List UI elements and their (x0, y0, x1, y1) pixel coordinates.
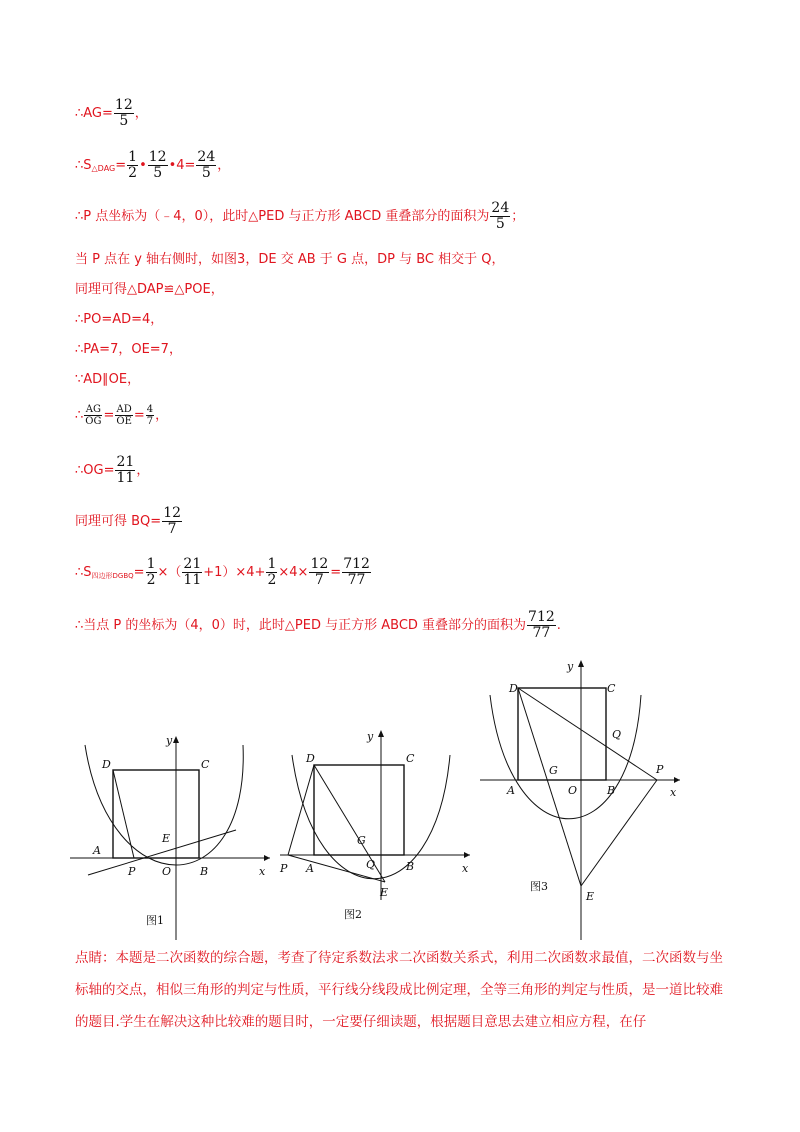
ag-prefix: ∴AG= (75, 105, 113, 121)
ratio-line: ∴ $\frac{AG}{OG}$ = $\frac{AD}{OE}$ = $\frac{4}{7}$ ， (75, 404, 169, 427)
fig3-label-o: O (568, 784, 578, 797)
og-line: ∴OG= $\frac{21}{11}$ ， (75, 454, 150, 486)
fig2-label-b: B (406, 860, 415, 873)
fig2-label-p: P (280, 862, 288, 875)
fig1-line-dp (113, 770, 134, 858)
fig1-label-e: E (162, 832, 171, 845)
s-dag-frac-1: $\frac{1}{2}$ (128, 149, 138, 181)
ag-line: ∴AG= $\frac{12}{5}$ ， (75, 97, 148, 129)
s-dag-frac-3: $\frac{24}{5}$ (197, 149, 216, 181)
fig3-label-e: E (586, 890, 595, 903)
s-dag-frac-2: $\frac{12}{5}$ (148, 149, 167, 181)
fig3-label-g: G (549, 764, 558, 777)
fig2-label-c: C (406, 752, 415, 765)
p-coord-fraction: $\frac{24}{5}$ (491, 200, 510, 232)
s-dag-line: ∴S △DAG = $\frac{1}{2}$ • $\frac{12}{5}$ •4= $\frac{24}{5}$ ， (75, 149, 231, 181)
fig2-label-g: G (357, 834, 366, 847)
fig2-line-dp (288, 765, 314, 855)
fig3-label-p: P (656, 763, 664, 776)
fig1-label-x: x (259, 865, 266, 878)
fig3-label-c: C (607, 682, 616, 695)
figure-1 (70, 734, 270, 940)
fig1-label-c: C (201, 758, 210, 771)
fig2-label-y: y (367, 730, 374, 743)
case3-line: 当 P 点在 y 轴右侧时，如图3，DE 交 AB 于 G 点，DP 与 BC 相交于 Q， (75, 252, 505, 267)
fig1-label-a: A (93, 844, 101, 857)
comment-paragraph: 点睛：本题是二次函数的综合题，考查了待定系数法求二次函数关系式，利用二次函数求最值，二次函数与坐标轴的交点，相似三角形的判定与性质，平行线分线段成比例定理，全等三角形的判定与性质，是一道比较难的题目.学生在解决这种比较难的题目时，一定要仔细读题，根据题目意思去建立相应方程，在仔 (75, 950, 723, 1030)
figure-2 (279, 730, 470, 921)
bq-line: 同理可得 BQ= $\frac{12}{7}$ (75, 505, 182, 537)
figure-3 (480, 660, 680, 940)
fig1-caption: 图1 (146, 914, 164, 927)
fig3-square (518, 688, 606, 780)
fig3-label-a: A (507, 784, 515, 797)
fig2-label-e: E (380, 886, 389, 899)
fig1-label-d: D (102, 758, 111, 771)
fig1-label-b: B (200, 865, 209, 878)
po-line: ∴PO=AD=4， (75, 312, 164, 327)
figures-svg (0, 650, 800, 940)
fig3-label-q: Q (612, 728, 622, 741)
og-fraction: $\frac{21}{11}$ (116, 454, 135, 486)
fig3-caption: 图3 (530, 880, 548, 893)
ag-fraction: $\frac{12}{5}$ (114, 97, 133, 129)
fig2-label-a: A (306, 862, 314, 875)
fig3-label-d: D (509, 682, 518, 695)
p-coordinate-line: ∴P 点坐标为（﹣4，0），此时△PED 与正方形 ABCD 重叠部分的面积为 $\frac{24}{5}$ ； (75, 200, 525, 232)
fig2-label-q: Q (366, 858, 376, 871)
bq-fraction: $\frac{12}{7}$ (163, 505, 182, 537)
conclusion-line: ∴当点 P 的坐标为（4，0）时，此时△PED 与正方形 ABCD 重叠部分的面积为 $\frac{712}{77}$ . (75, 609, 561, 641)
fig2-label-x: x (462, 862, 469, 875)
congruent-line: 同理可得△DAP≌△POE， (75, 282, 224, 297)
fig3-parabola (490, 695, 641, 819)
s-quad-frac-5: $\frac{712}{77}$ (343, 556, 370, 588)
ratio-frac-2: $\frac{AD}{OE}$ (116, 404, 132, 427)
fig1-label-p: P (128, 865, 136, 878)
fig3-label-y: y (567, 660, 574, 673)
s-quad-frac-4: $\frac{12}{7}$ (310, 556, 329, 588)
pa-line: ∴PA=7，OE=7， (75, 342, 182, 357)
fig2-label-d: D (306, 752, 315, 765)
fig1-label-o: O (162, 865, 172, 878)
fig3-label-x: x (670, 786, 677, 799)
s-quad-frac-3: $\frac{1}{2}$ (267, 556, 277, 588)
ratio-frac-1: $\frac{AG}{OG}$ (85, 404, 102, 427)
s-quad-frac-2: $\frac{21}{11}$ (183, 556, 202, 588)
s-quad-line: ∴S 四边形DGBQ = $\frac{1}{2}$ ×（ $\frac{21}{11}$ +1）×4+ $\frac{1}{2}$ ×4× $\frac{12}{7}$ = $\frac{712}{77}$ (75, 556, 370, 588)
s-quad-frac-1: $\frac{1}{2}$ (146, 556, 156, 588)
fig3-line-pe (581, 780, 657, 886)
fig1-label-y: y (166, 734, 173, 747)
conclusion-fraction: $\frac{712}{77}$ (528, 609, 555, 641)
fig2-caption: 图2 (344, 908, 362, 921)
ratio-frac-3: $\frac{4}{7}$ (146, 404, 154, 427)
parallel-line: ∵AD∥OE， (75, 372, 141, 387)
fig3-label-b: B (607, 784, 616, 797)
